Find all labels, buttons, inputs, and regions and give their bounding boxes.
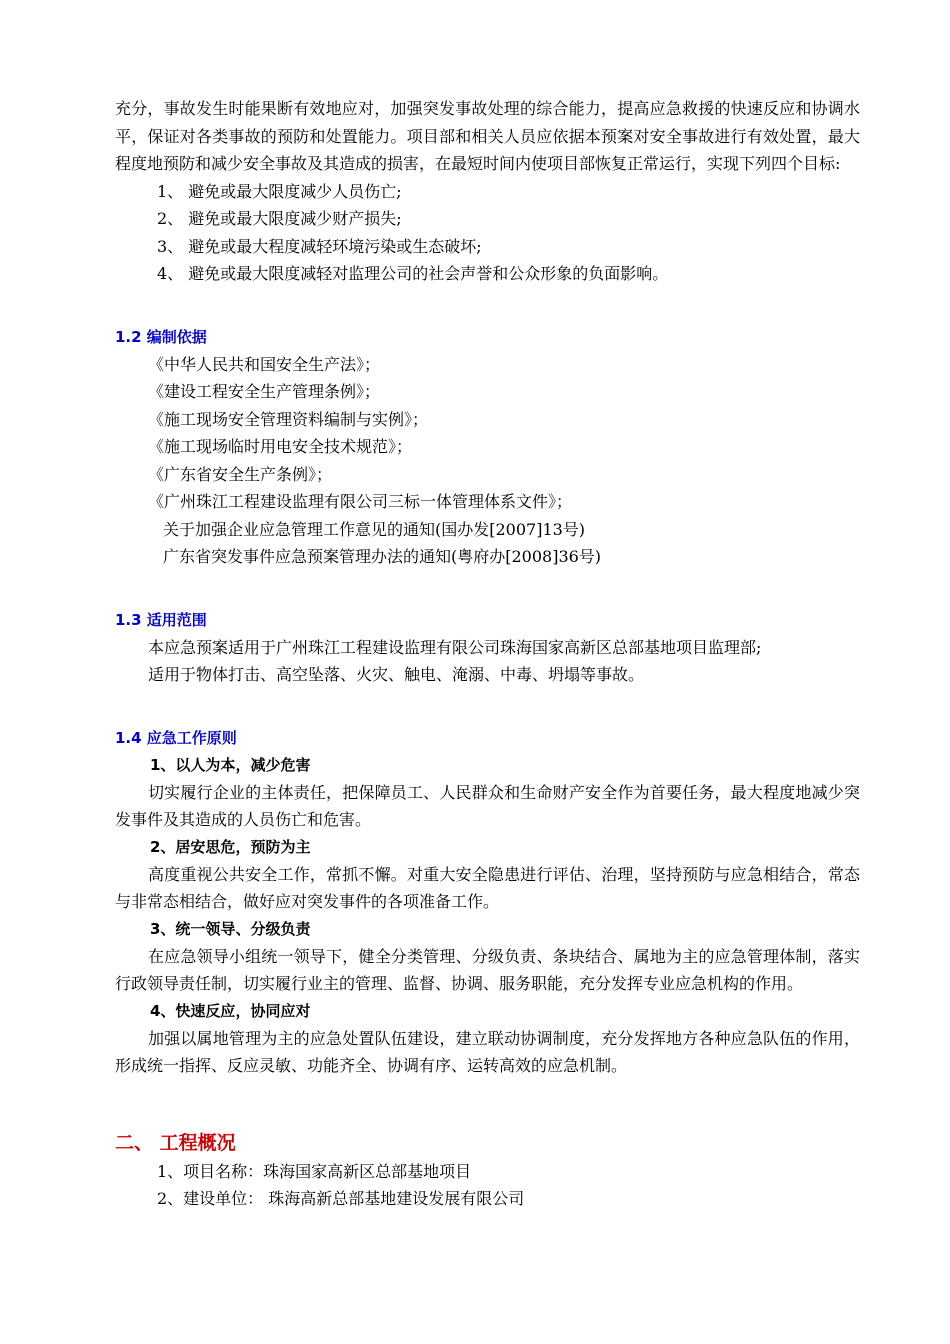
spacer: [115, 689, 860, 725]
principle-text: 加强以属地管理为主的应急处置队伍建设，建立联动协调制度，充分发挥地方各种应急队伍的作用，形成统一指挥、反应灵敏、功能齐全、协调有序、运转高效的应急机制。: [115, 1028, 860, 1075]
reference-item: 《中华人民共和国安全生产法》；: [148, 354, 381, 374]
reference-item: 广东省突发事件应急预案管理办法的通知(粤府办[2008]36号): [163, 547, 602, 566]
scope-paragraph: 适用于物体打击、高空坠落、火灾、触电、淹溺、中毒、坍塌等事故。: [148, 665, 645, 684]
goal-item-4: 4、 避免或最大限度减轻对监理公司的社会声誉和公众形象的负面影响。: [157, 264, 669, 283]
document-page: [115, 95, 860, 1213]
spacer: [115, 288, 860, 324]
goal-item-3: 3、 避免或最大程度减轻环境污染或生态破坏;: [157, 236, 482, 256]
reference-item: 《施工现场临时用电安全技术规范》；: [148, 437, 413, 456]
reference-item: 《施工现场安全管理资料编制与实例》；: [148, 409, 429, 429]
section-heading-1-3: 1.3 适用范围: [115, 610, 207, 629]
principle-title: 2、居安思危，预防为主: [150, 837, 311, 856]
spacer: [115, 1080, 860, 1128]
reference-item: 关于加强企业应急管理工作意见的通知(国办发[2007]13号): [163, 519, 586, 539]
chapter-heading-2: 二、 工程概况: [115, 1131, 236, 1154]
spacer: [115, 571, 860, 607]
reference-item: 《广州珠江工程建设监理有限公司三标一体管理体系文件》；: [148, 492, 573, 511]
principle-text: 高度重视公共安全工作，常抓不懈。对重大安全隐患进行评估、治理，坚持预防与应急相结合，常态与非常态相结合，做好应对突发事件的各项准备工作。: [115, 864, 860, 911]
principle-title: 1、以人为本，减少危害: [150, 755, 311, 774]
principle-title: 3、统一领导、分级负责: [150, 919, 311, 938]
intro-paragraph: 充分，事故发生时能果断有效地应对，加强突发事故处理的综合能力，提高应急救援的快速反应和协调水平，保证对各类事故的预防和处置能力。项目部和相关人员应依据本预案对安全事故进行有效处置，最大程度地预防和减少安全事故及其造成的损害，在最短时间内使项目部恢复正常运行，实现下列四个目标:: [115, 99, 860, 173]
project-info-item: 1、项目名称：珠海国家高新区总部基地项目: [157, 1161, 472, 1181]
project-info-item: 2、建设单位： 珠海高新总部基地建设发展有限公司: [157, 1189, 525, 1208]
reference-item: 《建设工程安全生产管理条例》；: [148, 382, 381, 401]
principle-text: 切实履行企业的主体责任，把保障员工、人民群众和生命财产安全作为首要任务，最大程度地减少突发事件及其造成的人员伤亡和危害。: [115, 782, 860, 829]
goal-item-2: 2、 避免或最大限度减少财产损失;: [157, 209, 402, 228]
goal-item-1: 1、 避免或最大限度减少人员伤亡;: [157, 181, 402, 201]
section-heading-1-4: 1.4 应急工作原则: [115, 728, 237, 747]
section-heading-1-2: 1.2 编制依据: [115, 327, 207, 346]
scope-paragraph: 本应急预案适用于广州珠江工程建设监理有限公司珠海国家高新区总部基地项目监理部;: [148, 637, 762, 657]
reference-item: 《广东省安全生产条例》；: [148, 464, 333, 484]
principle-text: 在应急领导小组统一领导下，健全分类管理、分级负责、条块结合、属地为主的应急管理体制，落实行政领导责任制，切实履行业主的管理、监督、协调、服务职能，充分发挥专业应急机构的作用。: [115, 946, 860, 993]
principle-title: 4、快速反应，协同应对: [150, 1001, 311, 1020]
